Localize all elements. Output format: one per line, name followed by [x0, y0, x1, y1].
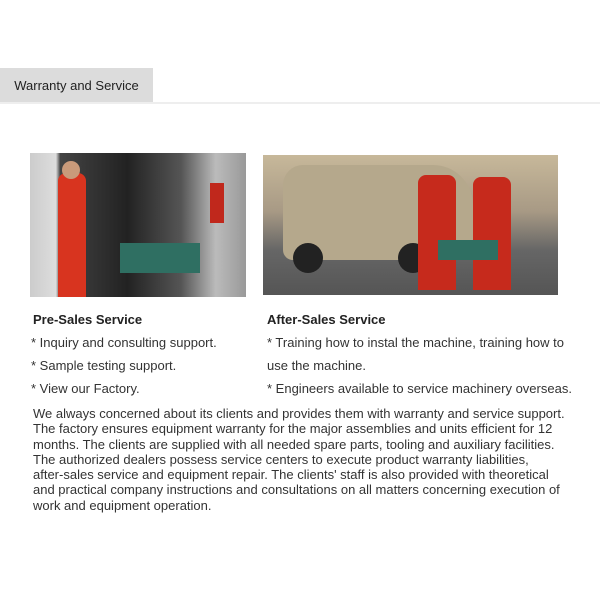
description-line: The factory ensures equipment warranty for the major assemblies and units efficient for 12 [33, 421, 553, 437]
tab-bar [0, 68, 600, 104]
pre-sales-title: Pre-Sales Service [33, 312, 143, 327]
pre-sales-item: * Sample testing support. [31, 358, 177, 373]
description-line: The authorized dealers possess service centers to execute product warranty liabilities, [33, 451, 529, 467]
after-sales-item: use the machine. [267, 358, 367, 373]
description-paragraph [33, 406, 583, 513]
after-sales-photo [263, 155, 558, 295]
pre-sales-item: * Inquiry and consulting support. [31, 335, 217, 350]
after-sales-item: * Training how to instal the machine, training how to [267, 335, 565, 350]
description-line: and practical company instructions and consultations on all matters concerning execution of [33, 482, 560, 498]
description-line: after-sales service and equipment repair. The clients' staff is also provided with theoretical [33, 467, 549, 483]
after-sales-title: After-Sales Service [267, 312, 386, 327]
pre-sales-item: * View our Factory. [31, 381, 140, 396]
pre-sales-photo [30, 153, 246, 297]
tab-warranty-and-service[interactable]: Warranty and Service [0, 68, 153, 102]
after-sales-item: * Engineers available to service machinery overseas. [267, 381, 572, 396]
description-line: We always concerned about its clients and provides them with warranty and service support. [33, 406, 565, 421]
description-line: work and equipment operation. [33, 497, 212, 513]
description-line: months. The clients are supplied with all needed spare parts, tooling and auxiliary facilities. [33, 436, 555, 452]
